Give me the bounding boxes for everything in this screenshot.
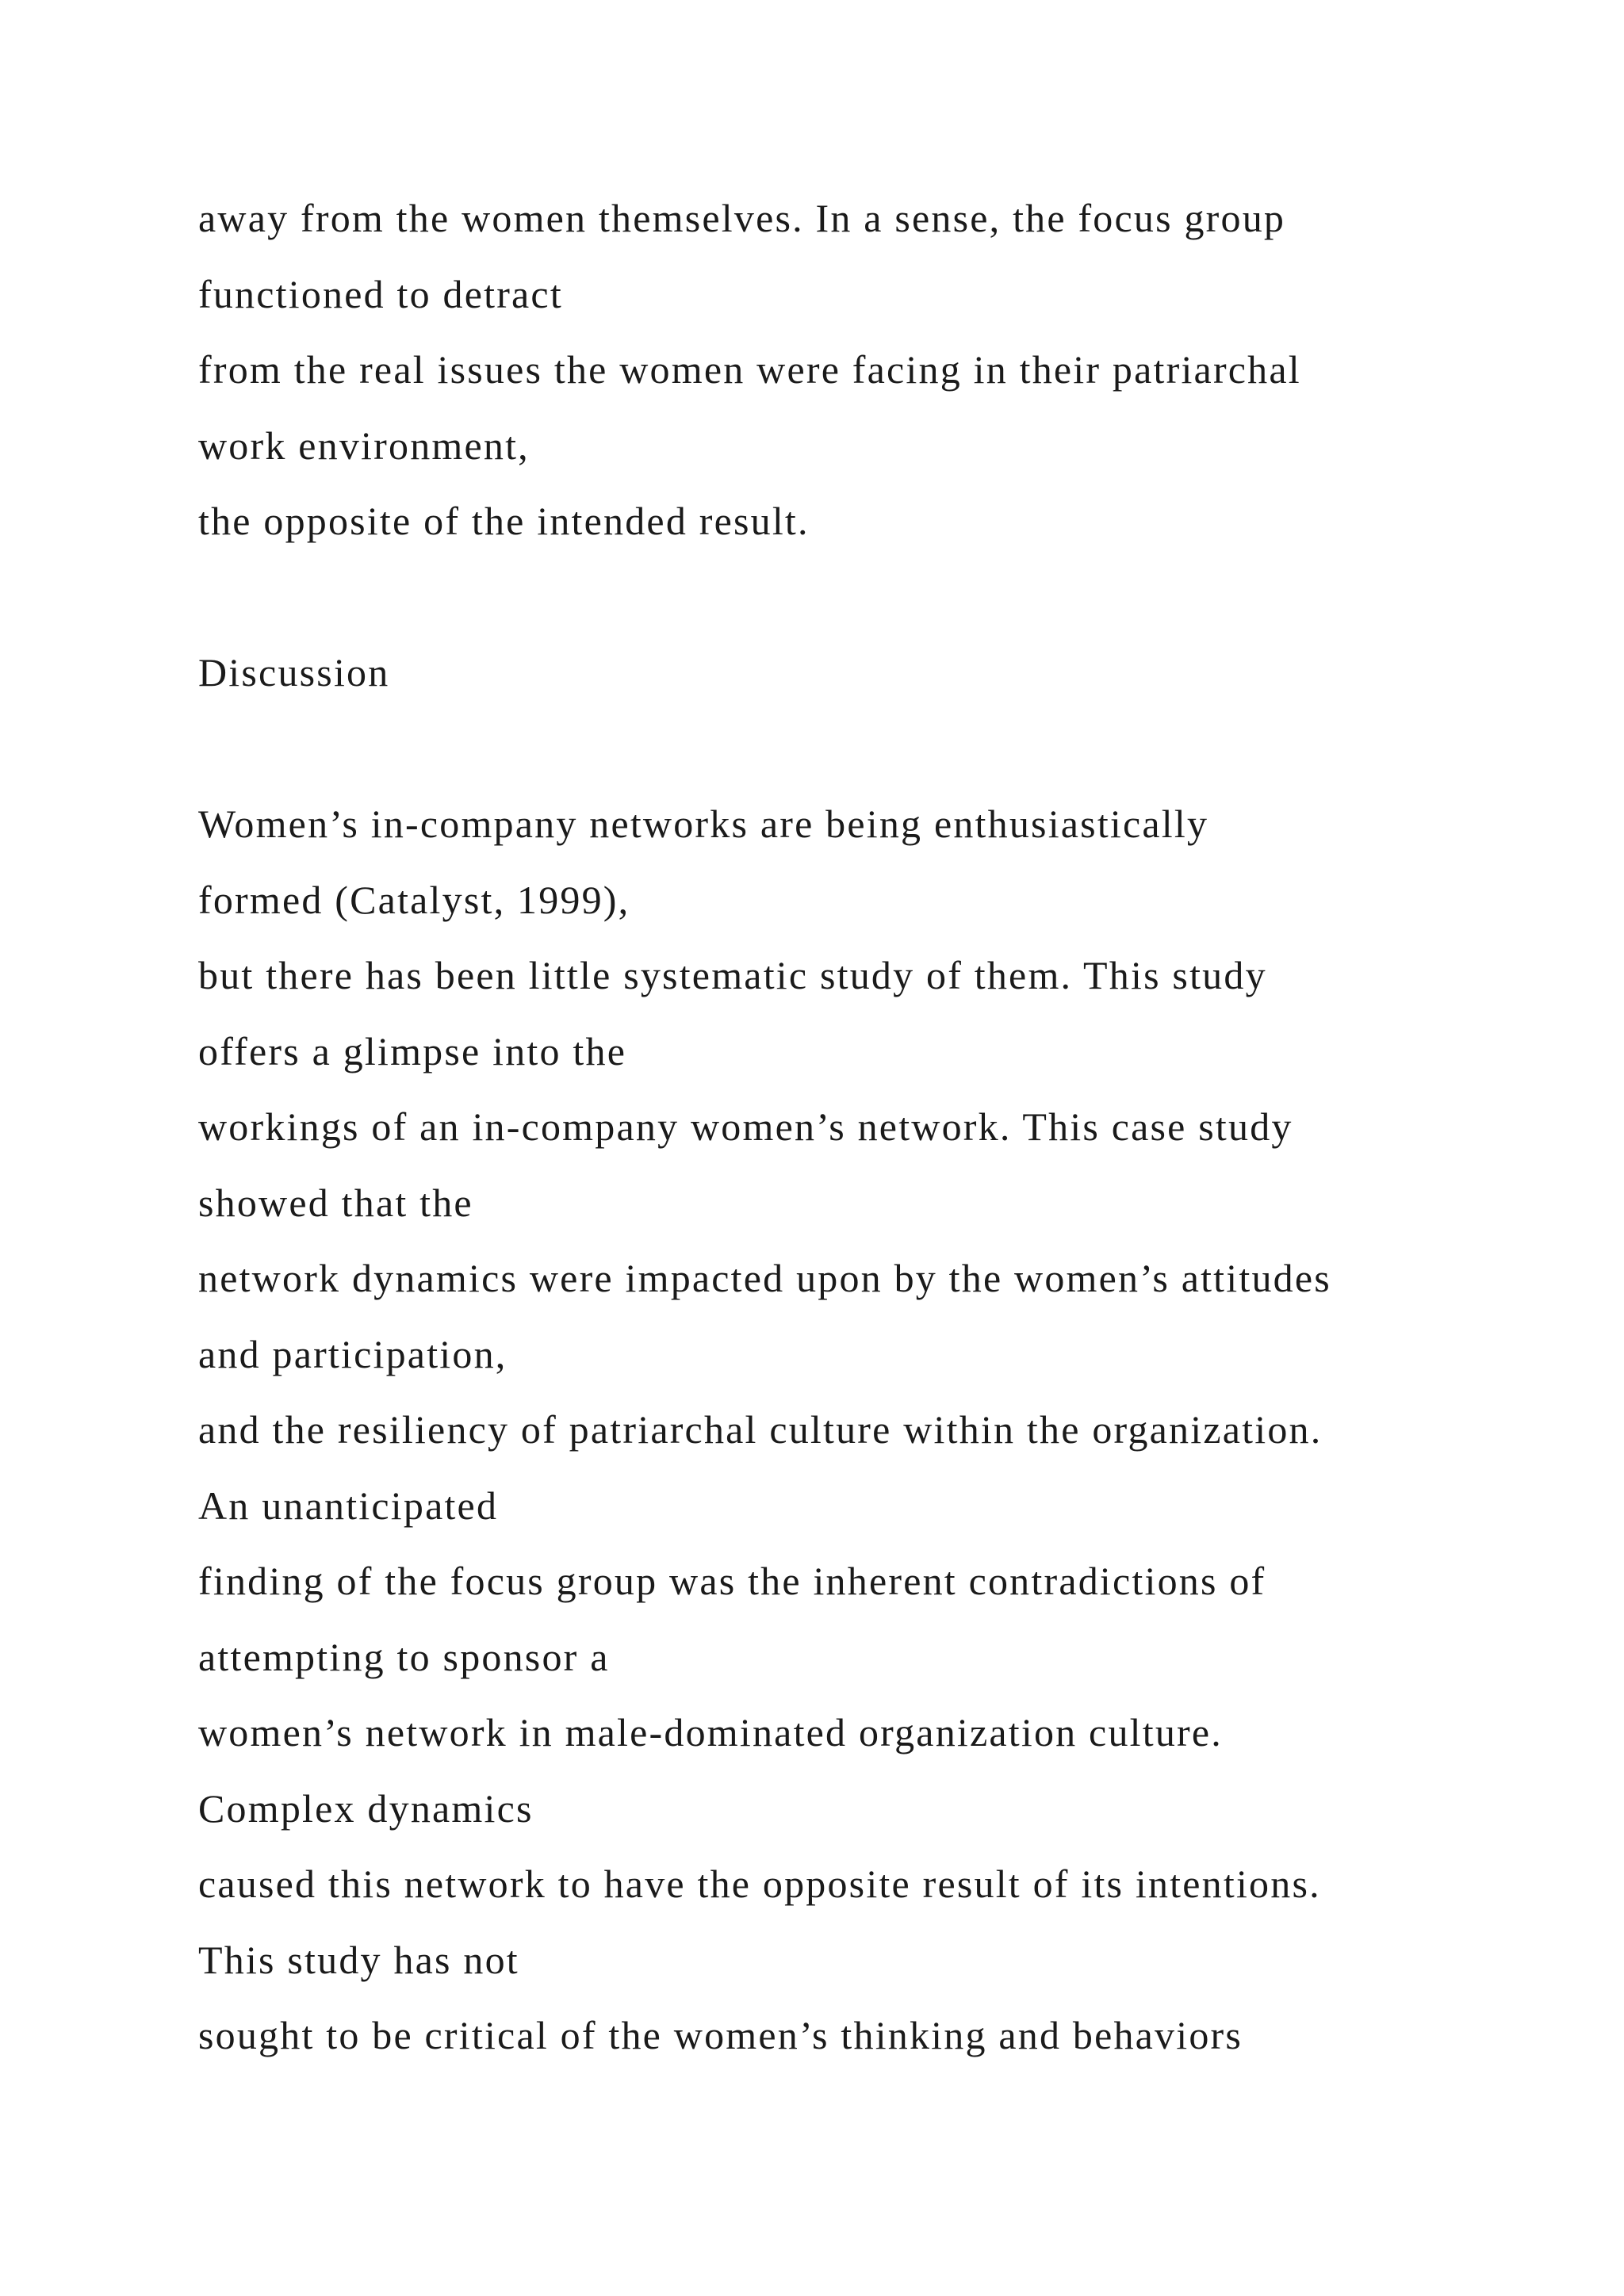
section-heading-discussion: Discussion <box>198 650 390 695</box>
text-line: and participation, <box>198 1331 508 1376</box>
text-line: functioned to detract <box>198 271 563 316</box>
text-line: and the resiliency of patriarchal culture within the organization. <box>198 1407 1323 1452</box>
paragraph-discussion <box>198 786 1546 2074</box>
text-line: but there has been little systematic study of them. This study <box>198 953 1267 997</box>
text-line: women’s network in male-dominated organization culture. <box>198 1710 1223 1755</box>
paragraph-closing-results <box>198 181 1546 560</box>
text-line: finding of the focus group was the inherent contradictions of <box>198 1559 1266 1603</box>
text-line: sought to be critical of the women’s thinking and behaviors <box>198 2013 1243 2057</box>
text-line: the opposite of the intended result. <box>198 499 810 543</box>
text-line: This study has not <box>198 1937 519 1982</box>
text-line: from the real issues the women were facing in their patriarchal <box>198 347 1301 392</box>
text-line: network dynamics were impacted upon by the women’s attitudes <box>198 1256 1331 1300</box>
text-line: showed that the <box>198 1180 473 1225</box>
text-line: Women’s in-company networks are being enthusiastically <box>198 802 1209 846</box>
text-line: attempting to sponsor a <box>198 1634 610 1679</box>
text-line: Complex dynamics <box>198 1785 534 1831</box>
text-line: work environment, <box>198 423 530 468</box>
document-body <box>198 181 1546 2074</box>
text-line: An unanticipated <box>198 1483 499 1528</box>
blank-line <box>198 711 1546 787</box>
blank-line <box>198 560 1546 636</box>
text-line: away from the women themselves. In a sense, the focus group <box>198 196 1286 240</box>
text-line: formed (Catalyst, 1999), <box>198 877 630 922</box>
text-line: workings of an in-company women’s network. This case study <box>198 1104 1293 1149</box>
text-line: offers a glimpse into the <box>198 1028 627 1073</box>
text-line: caused this network to have the opposite result of its intentions. <box>198 1862 1321 1906</box>
